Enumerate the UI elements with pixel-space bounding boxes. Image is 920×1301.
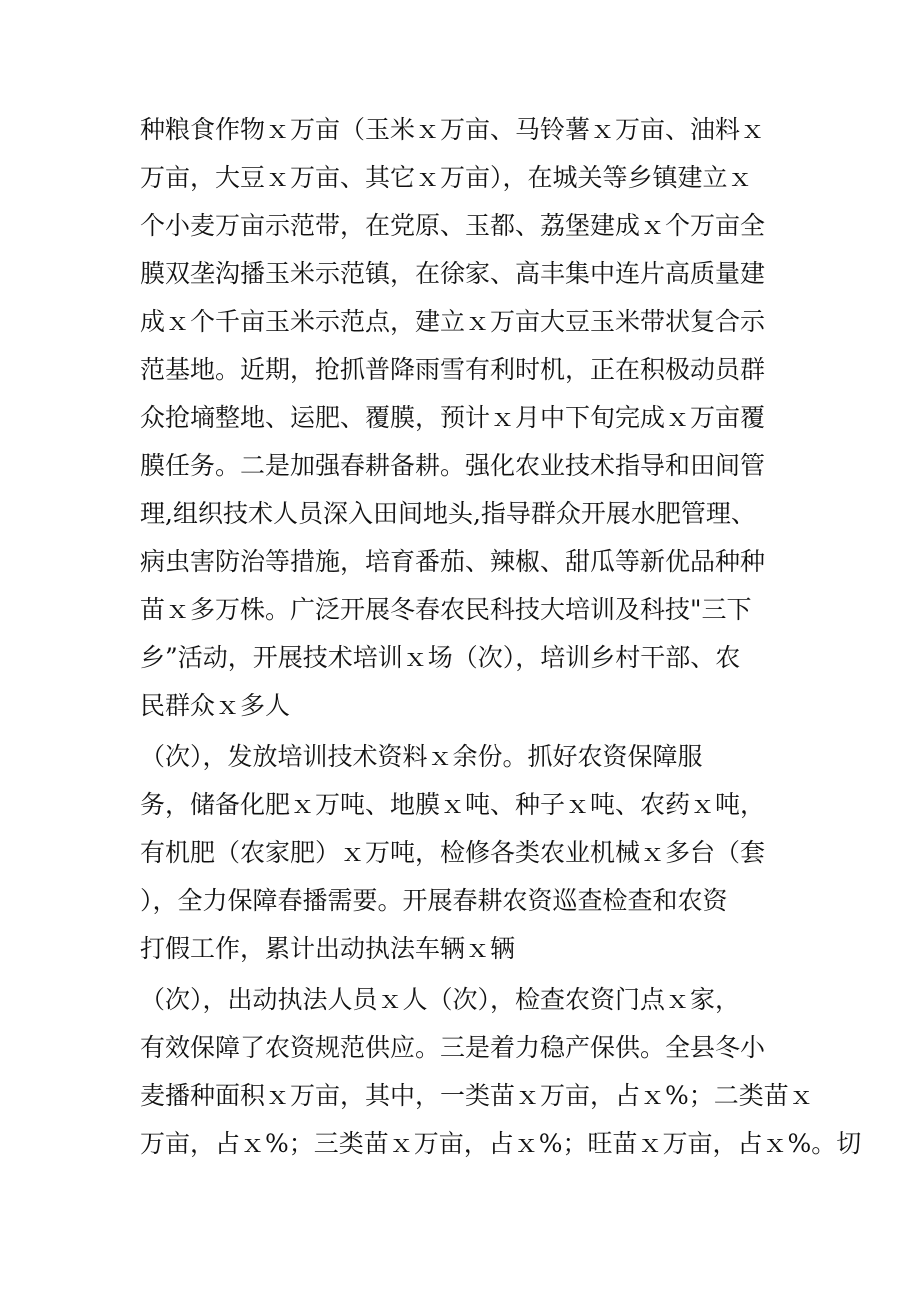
text-line: 膜任务。二是加强春耕备耕。强化农业技术指导和田间管 [140, 451, 766, 480]
text-line: 万亩，占ｘ%；三类苗ｘ万亩，占ｘ%；旺苗ｘ万亩，占ｘ%。切 [140, 1129, 862, 1158]
text-line: 膜双垄沟播玉米示范镇，在徐家、高丰集中连片高质量建 [140, 259, 766, 288]
text-line: 乡”活动，开展技术培训ｘ场（次），培训乡村干部、农 [140, 643, 741, 672]
text-line: 打假工作，累计出动执法车辆ｘ辆 [140, 934, 516, 963]
text-line: ），全力保障春播需要。开展春耕农资巡查检查和农资 [140, 886, 728, 915]
text-line: 种粮食作物ｘ万亩（玉米ｘ万亩、马铃薯ｘ万亩、油料ｘ [140, 115, 766, 144]
text-line: 务，储备化肥ｘ万吨、地膜ｘ吨、种子ｘ吨、农药ｘ吨， [140, 790, 766, 819]
text-line: （次），出动执法人员ｘ人（次），检查农资门点ｘ家， [140, 985, 741, 1014]
text-line: 成ｘ个千亩玉米示范点，建立ｘ万亩大豆玉米带状复合示 [140, 307, 766, 336]
text-line: 万亩，大豆ｘ万亩、其它ｘ万亩），在城关等乡镇建立ｘ [140, 163, 753, 192]
text-line: 民群众ｘ多人 [140, 691, 291, 720]
text-line: 众抢墒整地、运肥、覆膜，预计ｘ月中下旬完成ｘ万亩覆 [140, 403, 766, 432]
text-line: 苗ｘ多万株。广泛开展冬春农民科技大培训及科技"三下 [140, 595, 752, 624]
text-line: 麦播种面积ｘ万亩，其中，一类苗ｘ万亩，占ｘ%；二类苗ｘ [140, 1081, 814, 1110]
text-line: 个小麦万亩示范带，在党原、玉都、荔堡建成ｘ个万亩全 [140, 211, 766, 240]
text-line: 有机肥（农家肥）ｘ万吨，检修各类农业机械ｘ多台（套 [140, 838, 766, 867]
text-line: 范基地。近期，抢抓普降雨雪有利时机，正在积极动员群 [140, 355, 766, 384]
text-line: （次），发放培训技术资料ｘ余份。抓好农资保障服 [140, 742, 703, 771]
text-line: 病虫害防治等措施，培育番茄、辣椒、甜瓜等新优品种种 [140, 547, 766, 576]
text-line: 理,组织技术人员深入田间地头,指导群众开展水肥管理、 [140, 499, 756, 528]
text-line: 有效保障了农资规范供应。三是着力稳产保供。全县冬小 [140, 1033, 766, 1062]
